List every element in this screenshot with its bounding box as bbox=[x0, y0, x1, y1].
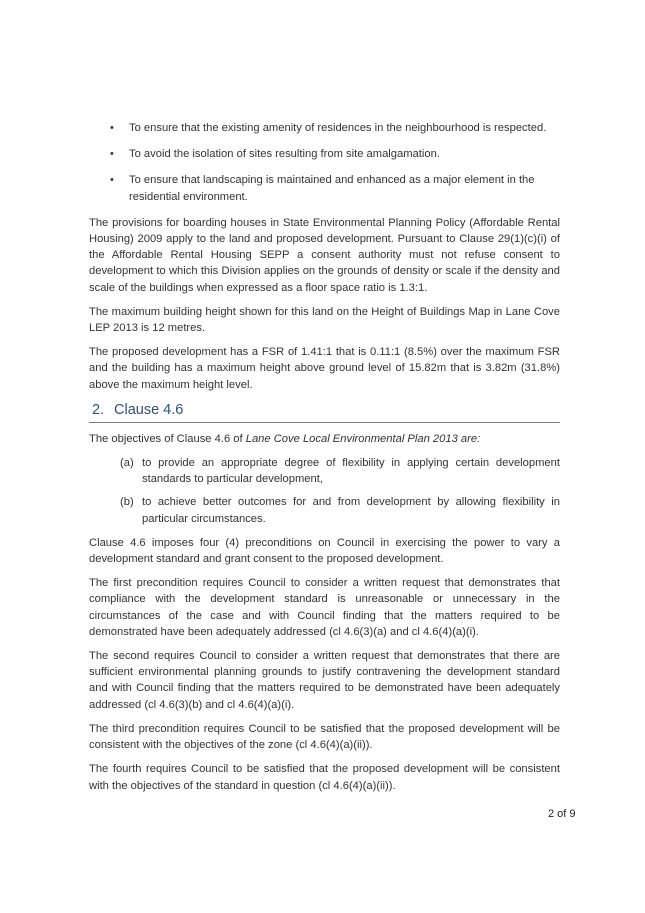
objective-label: (b) bbox=[120, 496, 134, 509]
section-number: 2. bbox=[92, 401, 105, 418]
objectives-intro-text: The objectives of Clause 4.6 of bbox=[89, 432, 246, 445]
document-page bbox=[89, 120, 560, 802]
paragraph-first-precondition: The first precondition requires Council to consider a written request that demonstrates that compliance with the development standard is unreasonable or unnecessary in the circumstances of the case and with Council finding that the matters required to be demonstrated have been adequately addressed (cl 4.6(3)(a) and cl 4.6(4)(a)(i). bbox=[89, 577, 560, 638]
objective-text: to provide an appropriate degree of flexibility in applying certain development standards to particular development, bbox=[142, 457, 560, 486]
objective-label: (a) bbox=[120, 457, 134, 470]
paragraph-max-height: The maximum building height shown for this land on the Height of Buildings Map in Lane Cove LEP 2013 is 12 metres. bbox=[89, 305, 560, 335]
page-number: 2 of 9 bbox=[548, 808, 576, 820]
section-title: Clause 4.6 bbox=[114, 401, 184, 418]
bullet-icon: • bbox=[110, 174, 114, 187]
bullet-item bbox=[89, 120, 560, 136]
paragraph-proposed-fsr: The proposed development has a FSR of 1.41:1 that is 0.11:1 (8.5%) over the maximum FSR and the building has a maximum height above ground level of 15.82m that is 3.82m (31.8%) above the maximum height level. bbox=[89, 346, 560, 391]
bullet-icon: • bbox=[110, 148, 114, 161]
objective-text: to achieve better outcomes for and from development by allowing flexibility in particular circumstances. bbox=[142, 496, 560, 525]
section-heading bbox=[89, 401, 560, 423]
bullet-text: To ensure that the existing amenity of residences in the neighbourhood is respected. bbox=[129, 122, 547, 134]
plan-name: Lane Cove Local Environmental Plan 2013 are: bbox=[245, 432, 481, 445]
bullet-item bbox=[89, 146, 560, 162]
bullet-icon: • bbox=[110, 122, 114, 134]
objective-item bbox=[89, 494, 560, 526]
objectives-bullet-list bbox=[89, 120, 560, 205]
paragraph-preconditions: Clause 4.6 imposes four (4) preconditions on Council in exercising the power to vary a development standard and grant consent to the proposed development. bbox=[89, 536, 560, 566]
bullet-item bbox=[89, 172, 560, 204]
objectives-intro bbox=[89, 431, 560, 447]
paragraph-third-precondition: The third precondition requires Council to be satisfied that the proposed development will be consistent with the objectives of the zone (cl 4.6(4)(a)(ii)). bbox=[89, 722, 560, 752]
objective-item bbox=[89, 455, 560, 487]
clause-objectives-list bbox=[89, 455, 560, 527]
paragraph-second-precondition: The second requires Council to consider a written request that demonstrates that there are sufficient environmental planning grounds to justify contravening the development standard and with Council finding that the matters required to be demonstrated have been adequately addressed (cl 4.6(3)(b) and cl 4.6(4)(a)(i). bbox=[89, 650, 560, 711]
paragraph-fourth-precondition: The fourth requires Council to be satisfied that the proposed development will be consistent with the objectives of the standard in question (cl 4.6(4)(a)(ii)). bbox=[89, 763, 560, 792]
bullet-text: To ensure that landscaping is maintained and enhanced as a major element in the residential environment. bbox=[129, 174, 535, 203]
bullet-text: To avoid the isolation of sites resulting from site amalgamation. bbox=[129, 148, 440, 161]
paragraph-sepp-provisions: The provisions for boarding houses in State Environmental Planning Policy (Affordable Rental Housing) 2009 apply to the land and proposed development. Pursuant to Clause 29(1)(c)(i) of the Affordable Rental Housing SEPP a consent authority must not refuse consent to development to which this Division applies on the grounds of density or scale if the density and scale of the buildings when expressed as a floor space ratio is 1.3:1. bbox=[89, 216, 560, 294]
